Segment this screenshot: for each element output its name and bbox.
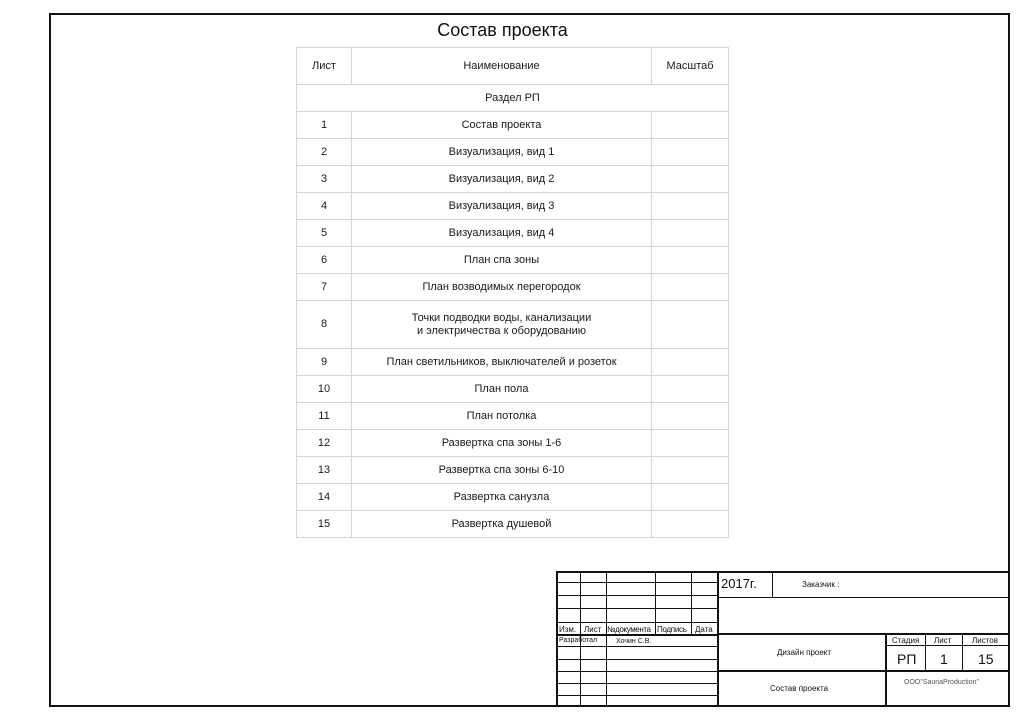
- row-name: Развертка спа зоны 1-6: [352, 430, 652, 457]
- frame-line: [556, 571, 558, 707]
- row-scale: [652, 247, 729, 274]
- row-name: План потолка: [352, 403, 652, 430]
- row-scale: [652, 376, 729, 403]
- table-header-row: [297, 48, 729, 85]
- grid-line: [556, 646, 718, 647]
- row-scale: [652, 430, 729, 457]
- table-row: [297, 139, 729, 166]
- sheet-label: Лист: [934, 636, 952, 645]
- grid-line: [606, 571, 607, 707]
- grid-line: [556, 671, 718, 672]
- row-scale: [652, 166, 729, 193]
- row-name: Визуализация, вид 3: [352, 193, 652, 220]
- row-name: План спа зоны: [352, 247, 652, 274]
- row-name: Развертка санузла: [352, 484, 652, 511]
- table-row: [297, 457, 729, 484]
- row-name: [352, 301, 652, 349]
- grid-line: [556, 634, 718, 636]
- table-row: [297, 484, 729, 511]
- drawing-name: Состав проекта: [770, 684, 829, 693]
- table-row: [297, 193, 729, 220]
- customer-label: Заказчик :: [802, 580, 840, 589]
- row-scale: [652, 193, 729, 220]
- row-scale: [652, 220, 729, 247]
- table-row: [297, 166, 729, 193]
- row-sheet: 8: [297, 301, 352, 349]
- col-list: Лист: [584, 625, 602, 634]
- row-sheet: 4: [297, 193, 352, 220]
- year: 2017г.: [721, 576, 757, 591]
- row-name: План возводимых перегородок: [352, 274, 652, 301]
- grid-line: [556, 695, 718, 696]
- title-block: [556, 571, 1010, 707]
- header-scale: Масштаб: [652, 48, 729, 85]
- developed-label: Разработал: [559, 637, 598, 644]
- row-scale: [652, 112, 729, 139]
- row-scale: [652, 139, 729, 166]
- row-scale: [652, 274, 729, 301]
- row-scale: [652, 511, 729, 538]
- row-sheet: 2: [297, 139, 352, 166]
- row-sheet: 6: [297, 247, 352, 274]
- row-sheet: 7: [297, 274, 352, 301]
- row-name: Развертка душевой: [352, 511, 652, 538]
- grid-line: [717, 571, 719, 707]
- row-name: Состав проекта: [352, 112, 652, 139]
- project-type: Дизайн проект: [777, 648, 832, 657]
- grid-line: [772, 573, 773, 597]
- company-name: ООО"SaunaProduction": [904, 679, 980, 686]
- section-title: Раздел РП: [297, 85, 729, 112]
- grid-line: [925, 634, 926, 671]
- table-row: [297, 247, 729, 274]
- grid-line: [691, 571, 692, 636]
- row-scale: [652, 403, 729, 430]
- grid-line: [718, 670, 1010, 672]
- table-row: [297, 376, 729, 403]
- row-name: Визуализация, вид 1: [352, 139, 652, 166]
- grid-line: [655, 571, 656, 636]
- table-row: [297, 430, 729, 457]
- sheets-label: Листов: [972, 636, 998, 645]
- row-sheet: 14: [297, 484, 352, 511]
- table-row: [297, 112, 729, 139]
- row-sheet: 1: [297, 112, 352, 139]
- grid-line: [556, 683, 718, 684]
- col-data: Дата: [695, 625, 713, 634]
- row-sheet: 10: [297, 376, 352, 403]
- row-name-line-2: и электричества к оборудованию: [416, 324, 586, 337]
- row-sheet: 3: [297, 166, 352, 193]
- sheet-number: 1: [940, 651, 948, 667]
- row-sheet: 15: [297, 511, 352, 538]
- frame-line: [556, 571, 1010, 573]
- stage-value: РП: [897, 651, 917, 667]
- row-sheet: 11: [297, 403, 352, 430]
- row-name: План пола: [352, 376, 652, 403]
- col-izm: Изм.: [559, 625, 577, 634]
- table-row: [297, 220, 729, 247]
- row-name: Визуализация, вид 2: [352, 166, 652, 193]
- table-row: [297, 301, 729, 349]
- row-name: Развертка спа зоны 6-10: [352, 457, 652, 484]
- row-sheet: 12: [297, 430, 352, 457]
- stage-label: Стадия: [892, 636, 920, 645]
- row-name: План светильников, выключателей и розеток: [352, 349, 652, 376]
- grid-line: [718, 597, 1010, 598]
- row-scale: [652, 349, 729, 376]
- col-podpis: Подпись: [657, 625, 687, 634]
- row-sheet: 9: [297, 349, 352, 376]
- table-row: [297, 349, 729, 376]
- grid-line: [556, 608, 718, 609]
- grid-line: [556, 622, 718, 623]
- table-row: [297, 274, 729, 301]
- sheets-total: 15: [978, 651, 994, 667]
- row-name-line-1: Точки подводки воды, канализации: [411, 311, 592, 324]
- page-title: Состав проекта: [437, 20, 568, 40]
- table-row: [297, 403, 729, 430]
- row-scale: [652, 484, 729, 511]
- row-sheet: 5: [297, 220, 352, 247]
- contents-table: [296, 47, 729, 538]
- grid-line: [886, 645, 1010, 646]
- row-scale: [652, 301, 729, 349]
- grid-line: [556, 659, 718, 660]
- row-name: Визуализация, вид 4: [352, 220, 652, 247]
- grid-line: [556, 595, 718, 596]
- row-sheet: 13: [297, 457, 352, 484]
- developer-name: Хочин С.В.: [616, 638, 652, 645]
- grid-line: [962, 634, 963, 671]
- header-sheet: Лист: [297, 48, 352, 85]
- grid-line: [718, 633, 1010, 635]
- header-name: Наименование: [352, 48, 652, 85]
- col-ndok: №документа: [607, 625, 651, 634]
- table-row: [297, 511, 729, 538]
- row-scale: [652, 457, 729, 484]
- section-row: [297, 85, 729, 112]
- grid-line: [556, 582, 718, 583]
